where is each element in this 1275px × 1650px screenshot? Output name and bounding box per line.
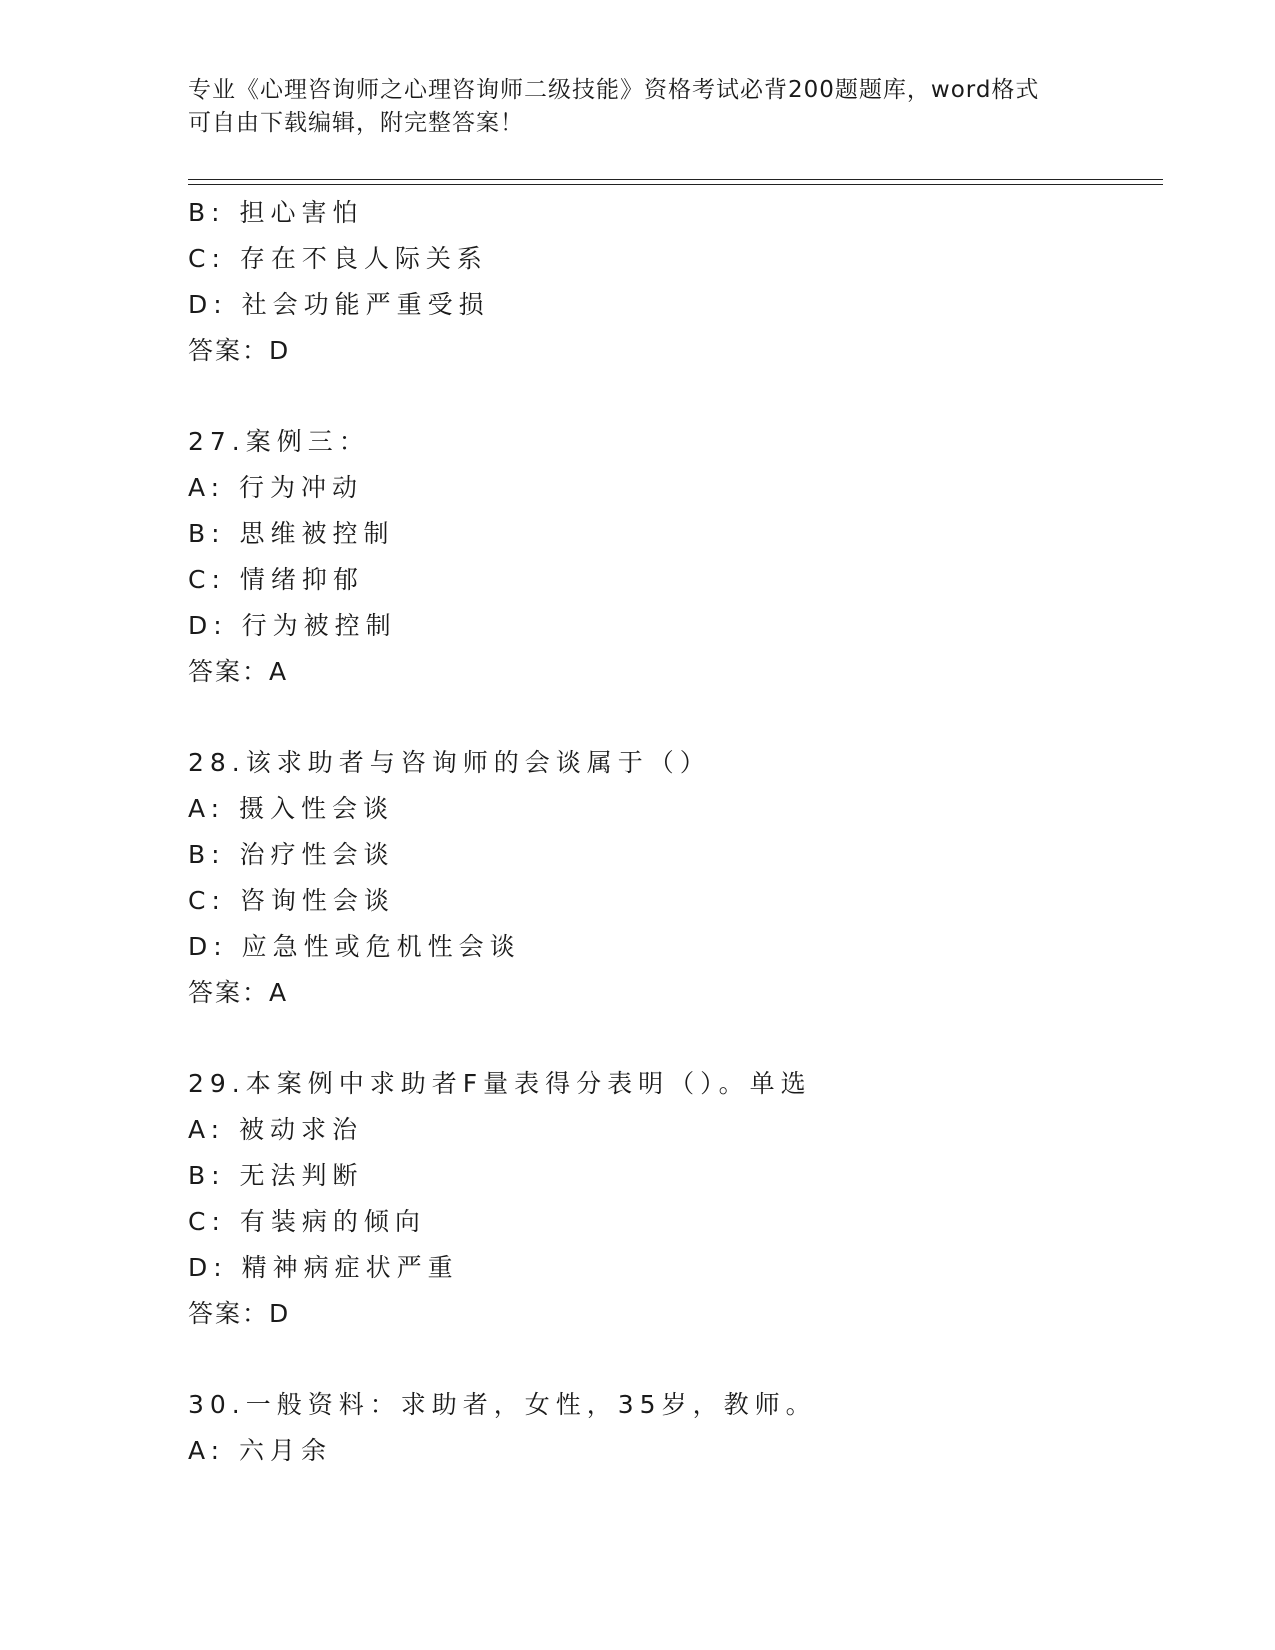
option-c: C: 情绪抑郁 bbox=[188, 565, 364, 594]
answer-line: 答案：D bbox=[188, 1299, 291, 1328]
answer-line: 答案：A bbox=[188, 978, 289, 1007]
document-header bbox=[188, 74, 1088, 140]
header-divider-bottom bbox=[188, 184, 1163, 185]
option-b: B: 治疗性会谈 bbox=[188, 840, 395, 869]
option-b: B: 无法判断 bbox=[188, 1161, 364, 1190]
question-stem: 28.该求助者与咨询师的会谈属于（） bbox=[188, 748, 711, 777]
question-stem: 27.案例三： bbox=[188, 427, 370, 456]
option-a: A: 行为冲动 bbox=[188, 473, 364, 502]
question-29 bbox=[188, 1061, 1148, 1337]
header-divider-top bbox=[188, 179, 1163, 180]
header-line-1: 专业《心理咨询师之心理咨询师二级技能》资格考试必背200题题库，word格式 bbox=[188, 77, 1040, 103]
option-d: D: 应急性或危机性会谈 bbox=[188, 932, 521, 961]
question-spacer bbox=[188, 695, 1148, 740]
option-b: B: 担心害怕 bbox=[188, 198, 364, 227]
option-d: D: 行为被控制 bbox=[188, 611, 397, 640]
option-c: C: 有装病的倾向 bbox=[188, 1207, 426, 1236]
option-b: B: 思维被控制 bbox=[188, 519, 395, 548]
answer-line: 答案：D bbox=[188, 336, 291, 365]
question-30 bbox=[188, 1382, 1148, 1474]
option-d: D: 社会功能严重受损 bbox=[188, 290, 490, 319]
answer-line: 答案：A bbox=[188, 657, 289, 686]
header-line-2: 可自由下载编辑，附完整答案！ bbox=[188, 110, 524, 136]
question-27 bbox=[188, 419, 1148, 695]
option-a: A: 六月余 bbox=[188, 1436, 333, 1465]
option-a: A: 摄入性会谈 bbox=[188, 794, 395, 823]
question-spacer bbox=[188, 1337, 1148, 1382]
option-c: C: 存在不良人际关系 bbox=[188, 244, 488, 273]
question-spacer bbox=[188, 374, 1148, 419]
option-d: D: 精神病症状严重 bbox=[188, 1253, 459, 1282]
question-spacer bbox=[188, 1016, 1148, 1061]
question-28 bbox=[188, 740, 1148, 1016]
option-a: A: 被动求治 bbox=[188, 1115, 364, 1144]
question-stem: 29.本案例中求助者F量表得分表明（）。单选 bbox=[188, 1069, 812, 1098]
option-c: C: 咨询性会谈 bbox=[188, 886, 395, 915]
question-list bbox=[188, 190, 1148, 1474]
question-stem: 30.一般资料：求助者，女性，35岁，教师。 bbox=[188, 1390, 817, 1419]
question-26-tail bbox=[188, 190, 1148, 374]
